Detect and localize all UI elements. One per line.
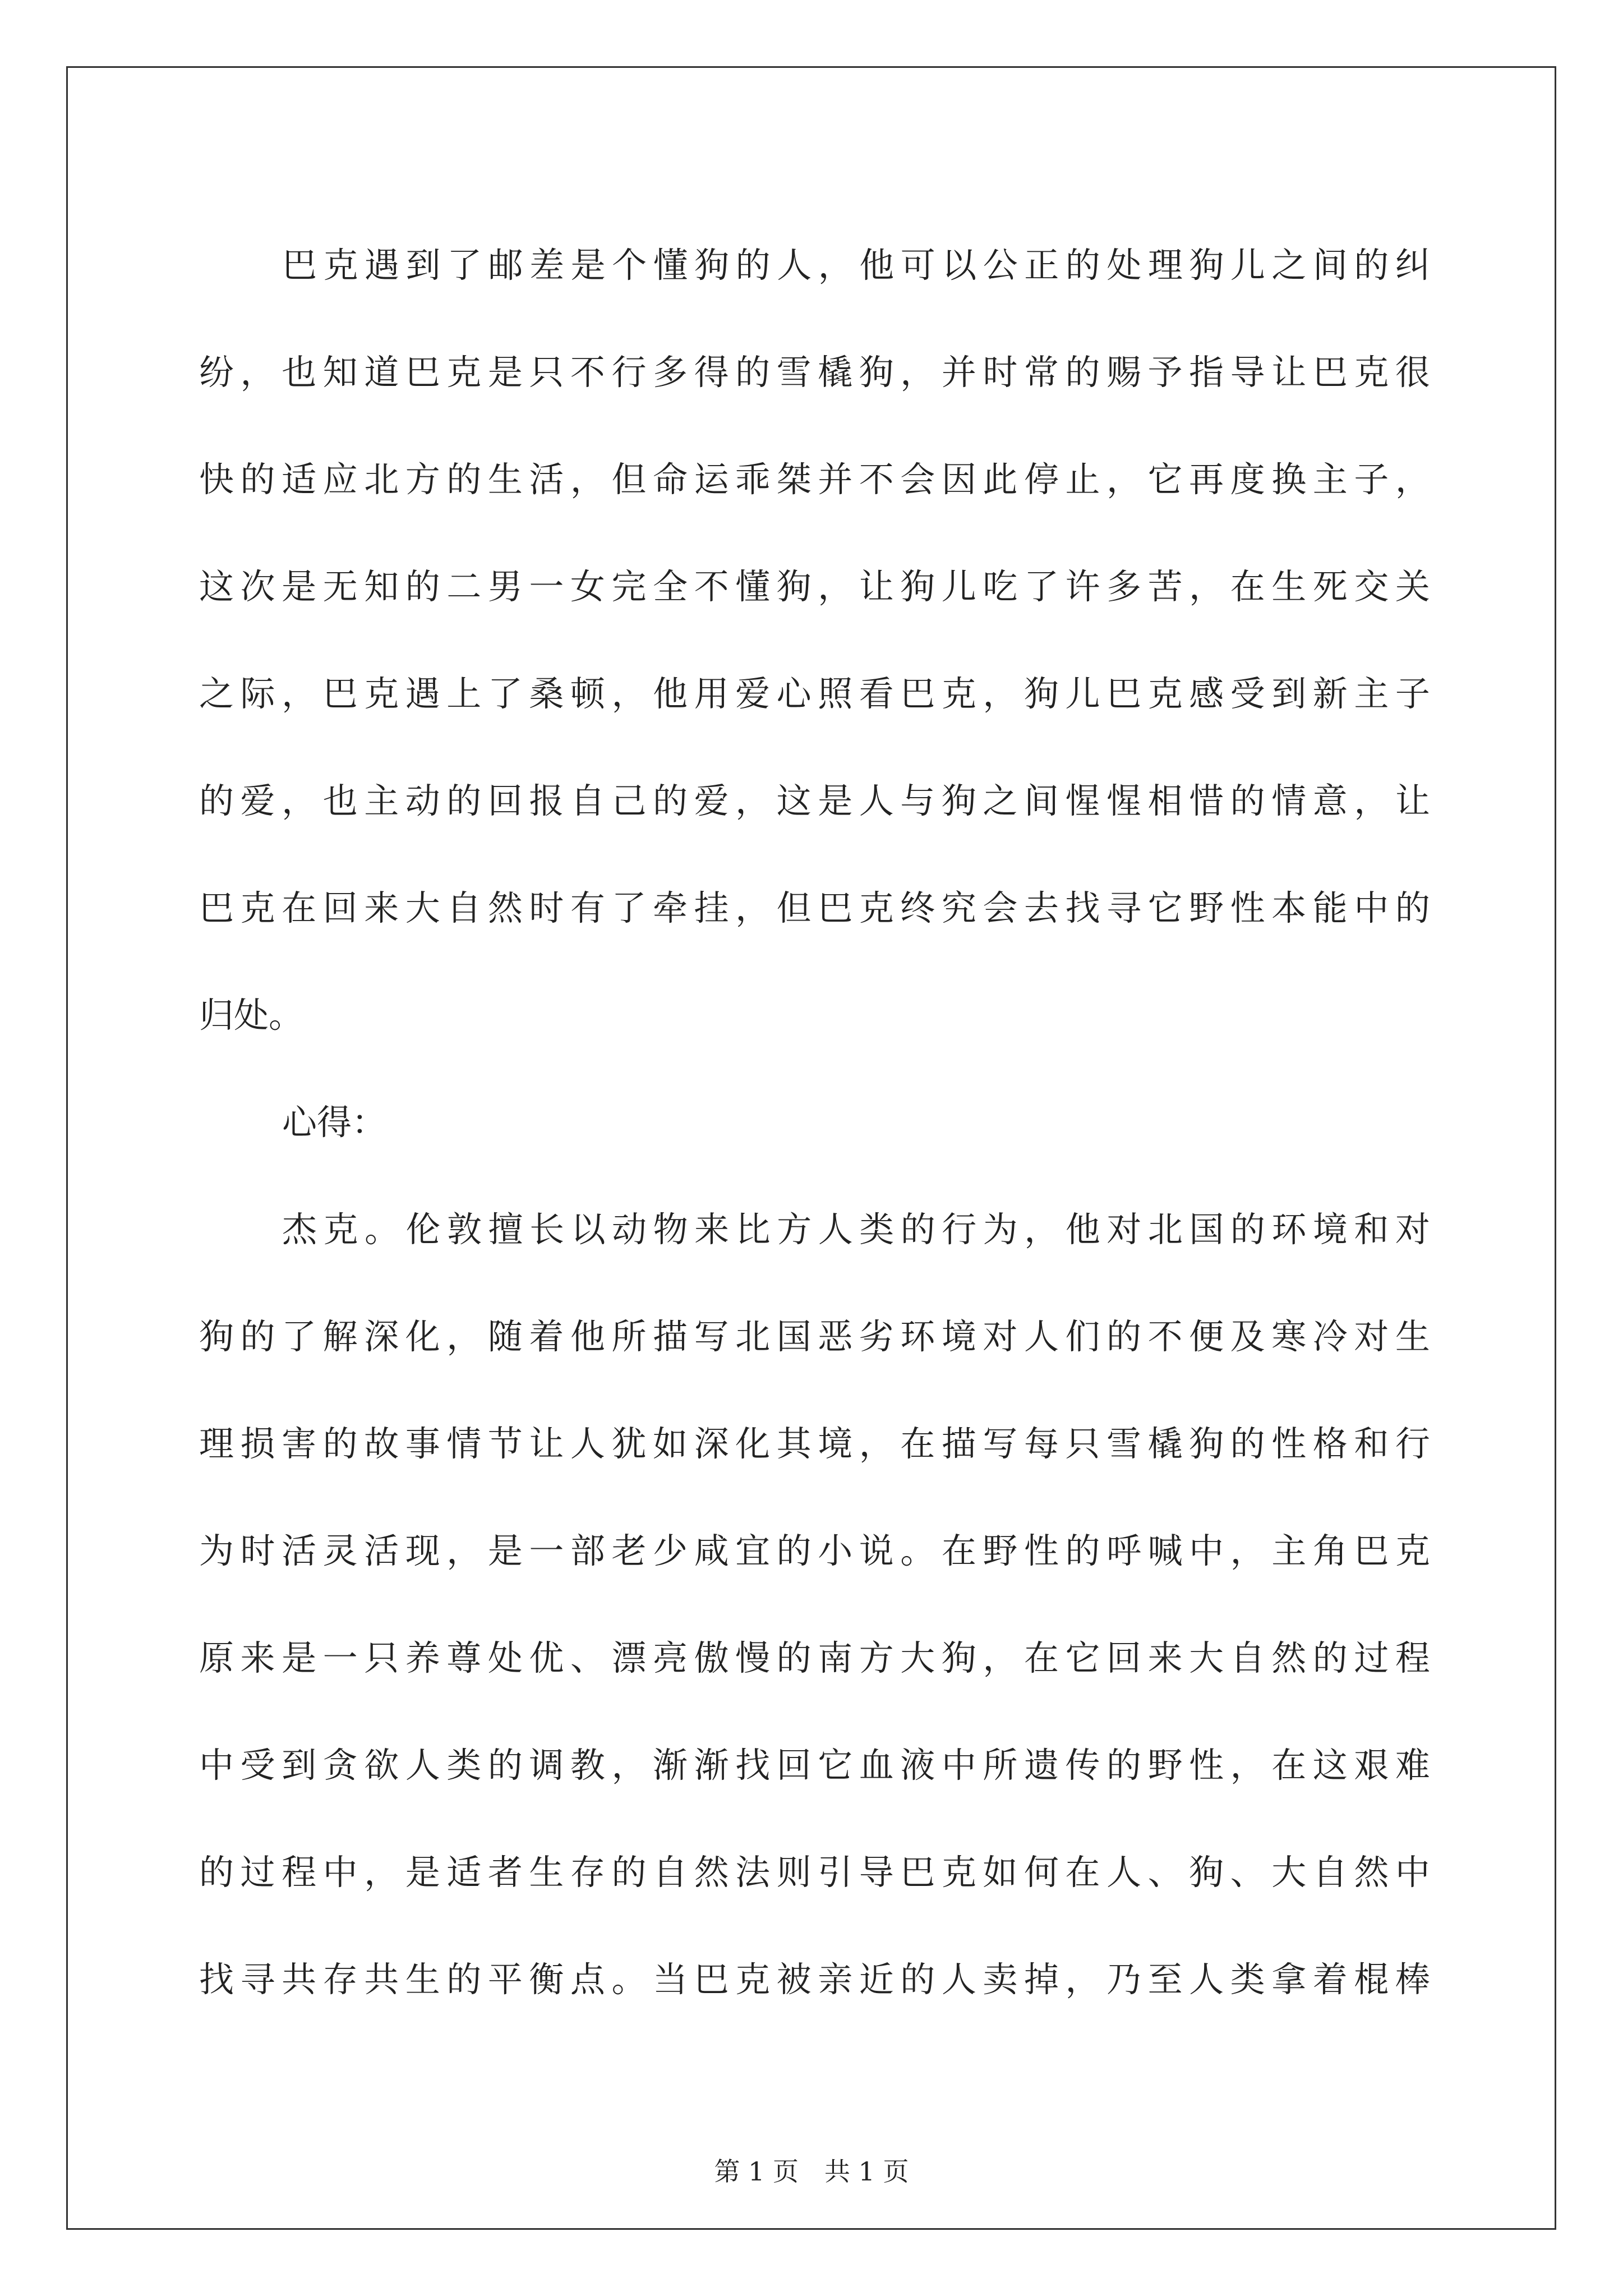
text-line: 原 来 是 一 只 养 尊 处 优 、 漂 亮 傲 慢 的 南 方 大 狗 ， 在 它 回 来 大 自 然 的 过 程 [199,1637,1430,1678]
text-line: 中 受 到 贪 欲 人 类 的 调 教 ， 渐 渐 找 回 它 血 液 中 所 遗 传 的 野 性 ， 在 这 艰 难 [199,1745,1430,1786]
text-line: 找 寻 共 存 共 生 的 平 衡 点 。 当 巴 克 被 亲 近 的 人 卖 掉 ， 乃 至 人 类 拿 着 棍 棒 [199,1959,1430,2000]
document-body [199,211,1430,2033]
text-line: 心 得 ： [282,1102,387,1143]
text-line: 巴 克 遇 到 了 邮 差 是 个 懂 狗 的 人 ， 他 可 以 公 正 的 处 理 狗 儿 之 间 的 纠 [282,245,1430,286]
text-line: 巴 克 在 回 来 大 自 然 时 有 了 牵 挂 ， 但 巴 克 终 究 会 去 找 寻 它 野 性 本 能 中 的 [199,887,1430,928]
text-line: 快 的 适 应 北 方 的 生 活 ， 但 命 运 乖 桀 并 不 会 因 此 停 止 ， 它 再 度 换 主 子 ， [199,459,1430,500]
text-line: 理 损 害 的 故 事 情 节 让 人 犹 如 深 化 其 境 ， 在 描 写 每 只 雪 橇 狗 的 性 格 和 行 [199,1423,1430,1464]
text-line: 这 次 是 无 知 的 二 男 一 女 完 全 不 懂 狗 ， 让 狗 儿 吃 了 许 多 苦 ， 在 生 死 交 关 [199,566,1430,607]
text-line: 纷 ， 也 知 道 巴 克 是 只 不 行 多 得 的 雪 橇 狗 ， 并 时 常 的 赐 予 指 导 让 巴 克 很 [199,352,1430,393]
text-line: 的 爱 ， 也 主 动 的 回 报 自 己 的 爱 ， 这 是 人 与 狗 之 间 惺 惺 相 惜 的 情 意 ， 让 [199,780,1430,821]
text-line: 为 时 活 灵 活 现 ， 是 一 部 老 少 咸 宜 的 小 说 。 在 野 性 的 呼 喊 中 ， 主 角 巴 克 [199,1530,1430,1571]
page-footer: 第 1 页 共 1 页 [714,2156,909,2187]
text-line: 杰 克 。 伦 敦 擅 长 以 动 物 来 比 方 人 类 的 行 为 ， 他 对 北 国 的 环 境 和 对 [282,1209,1430,1250]
text-line: 归 处 。 [199,995,304,1036]
text-line: 狗 的 了 解 深 化 ， 随 着 他 所 描 写 北 国 恶 劣 环 境 对 人 们 的 不 便 及 寒 冷 对 生 [199,1316,1430,1357]
text-line: 之 际 ， 巴 克 遇 上 了 桑 顿 ， 他 用 爱 心 照 看 巴 克 ， 狗 儿 巴 克 感 受 到 新 主 子 [199,673,1430,714]
text-line: 的 过 程 中 ， 是 适 者 生 存 的 自 然 法 则 引 导 巴 克 如 何 在 人 、 狗 、 大 自 然 中 [199,1852,1430,1893]
